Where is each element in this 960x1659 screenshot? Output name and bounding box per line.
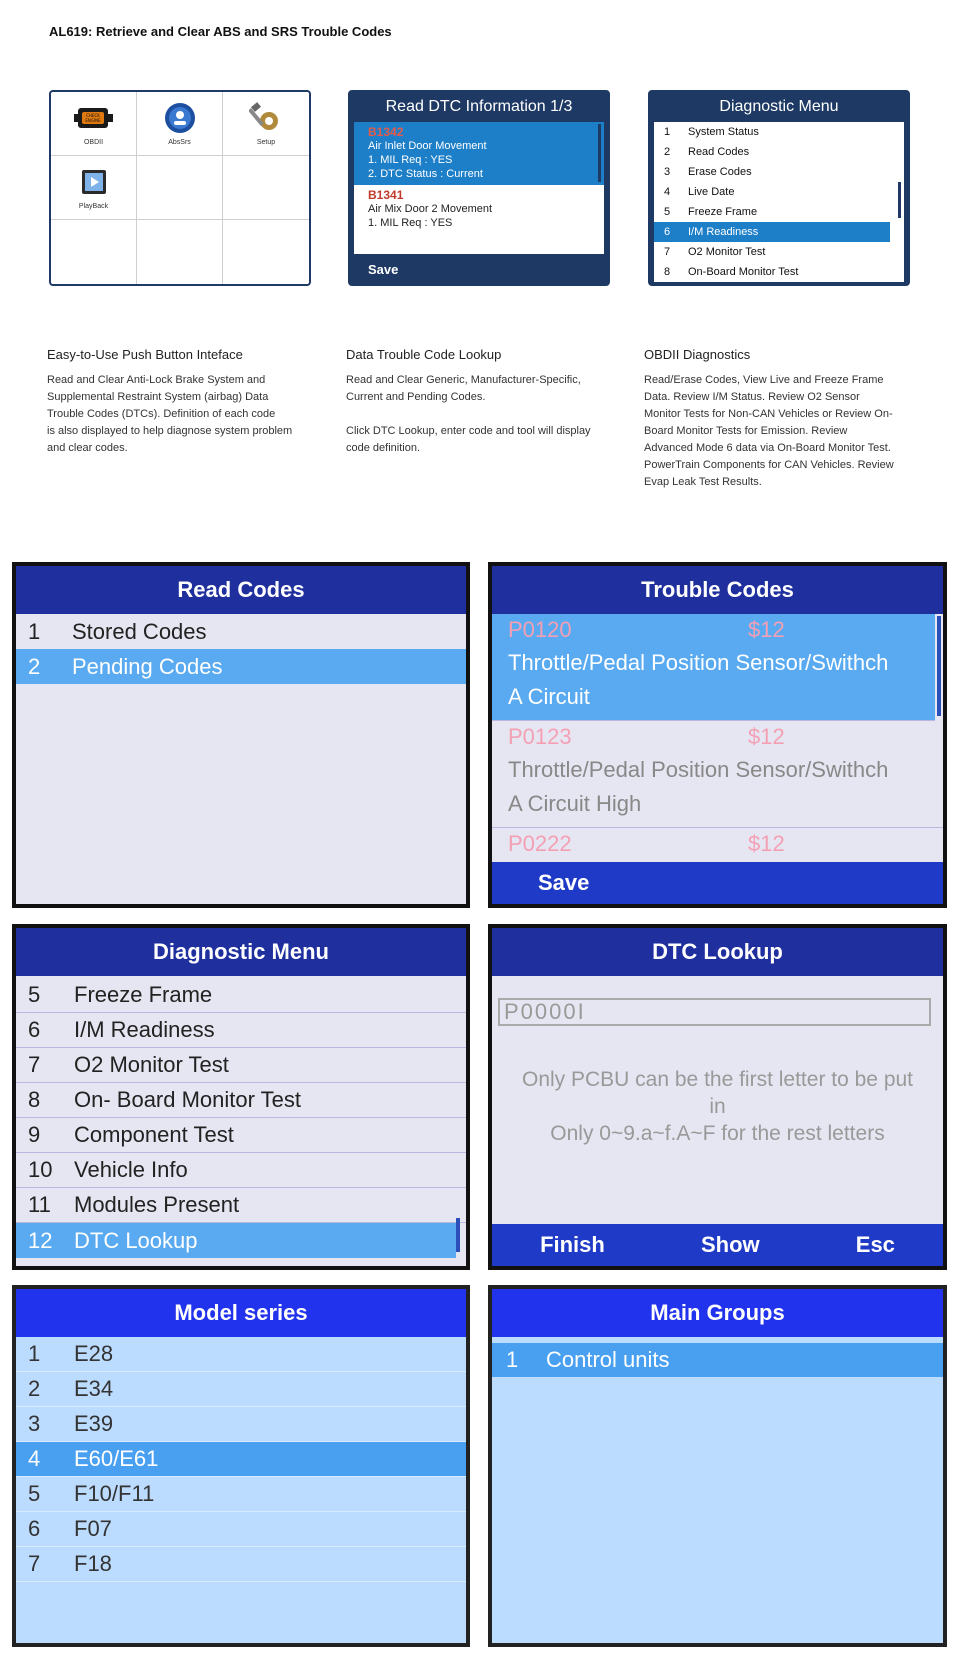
- dtc-entry[interactable]: [354, 185, 604, 234]
- save-button[interactable]: Save: [368, 261, 399, 277]
- diagnostic-menu-title: Diagnostic Menu: [650, 92, 908, 122]
- menu-item-number: 8: [28, 1087, 41, 1112]
- main-groups-screen: [488, 1285, 947, 1647]
- menu-item-im-readiness[interactable]: [16, 1013, 466, 1048]
- diagnostic-menu-screen: [12, 924, 470, 1270]
- svg-text:ENGINE: ENGINE: [84, 118, 101, 123]
- page-title: AL619: Retrieve and Clear ABS and SRS Trouble Codes: [49, 24, 392, 39]
- model-item-label: E60/E61: [74, 1446, 159, 1471]
- menu-item-on-board-monitor-test[interactable]: [16, 1083, 466, 1118]
- menu-item-label: O2 Monitor Test: [688, 246, 766, 258]
- menu-item-label: Read Codes: [688, 146, 750, 158]
- menu-item-number: 7: [28, 1052, 41, 1077]
- model-item-label: E28: [74, 1341, 114, 1366]
- screen-title: Diagnostic Menu: [16, 928, 466, 976]
- menu-item-number: 5: [664, 206, 671, 218]
- menu-item-number: 8: [664, 266, 671, 278]
- svg-text:CHECK: CHECK: [85, 113, 100, 118]
- scrollbar[interactable]: [898, 182, 901, 218]
- hint-line: Only PCBU can be the first letter to be put: [521, 1068, 914, 1091]
- model-item-number: 5: [28, 1481, 41, 1506]
- model-item[interactable]: [16, 1512, 466, 1547]
- read-dtc-title: Read DTC Information 1/3: [350, 92, 608, 122]
- menu-item-number: 3: [664, 166, 671, 178]
- trouble-code-item[interactable]: [492, 828, 943, 862]
- model-item-label: F07: [74, 1516, 112, 1541]
- diagnostic-menu-preview: [648, 90, 910, 286]
- menu-item-number: 7: [664, 246, 671, 258]
- home-tile-empty: [223, 156, 309, 220]
- feature-heading: Easy-to-Use Push Button Inteface: [47, 347, 243, 362]
- feature-text: Read and Clear Generic, Manufacturer-Specific, Current and Pending Codes. Click DTC Lookup, enter code and tool will display code definition.: [346, 374, 591, 454]
- home-tile-abssrs[interactable]: [137, 92, 223, 156]
- trouble-code-value: $12: [748, 617, 785, 642]
- menu-item-on-board-monitor-test[interactable]: [654, 262, 904, 282]
- menu-item-control-units[interactable]: [492, 1343, 943, 1377]
- menu-item-o2-monitor-test[interactable]: [654, 242, 904, 262]
- menu-item-label: Vehicle Info: [74, 1157, 188, 1182]
- menu-item-label: Live Date: [688, 186, 735, 198]
- home-tile-label: Setup: [256, 139, 276, 146]
- home-tile-empty: [137, 220, 223, 284]
- home-tile-empty: [137, 156, 223, 220]
- home-tile-label: AbsSrs: [168, 139, 191, 146]
- trouble-code-list: [492, 614, 943, 862]
- model-item-label: F18: [74, 1551, 112, 1576]
- home-tile-setup[interactable]: [223, 92, 309, 156]
- scrollbar[interactable]: [456, 1218, 460, 1252]
- menu-item-live-date[interactable]: [654, 182, 904, 202]
- engine-icon: [74, 100, 114, 136]
- menu-item-label: Freeze Frame: [688, 206, 758, 218]
- menu-item-label: On- Board Monitor Test: [74, 1087, 302, 1112]
- dtc-code: B1342: [368, 125, 404, 139]
- model-item[interactable]: [16, 1477, 466, 1512]
- footer-bar: [492, 1224, 943, 1266]
- trouble-code: P0120: [508, 617, 572, 642]
- menu-item-system-status[interactable]: [654, 122, 904, 142]
- menu-item-label: DTC Lookup: [74, 1227, 198, 1253]
- trouble-code-desc: A Circuit: [508, 684, 590, 709]
- model-item[interactable]: [16, 1547, 466, 1582]
- model-item-number: 2: [28, 1376, 41, 1401]
- screen-title: Main Groups: [492, 1289, 943, 1337]
- model-item-label: E39: [74, 1411, 114, 1436]
- menu-item-label: System Status: [688, 126, 759, 138]
- model-item-number: 6: [28, 1516, 41, 1541]
- menu-item-label: Component Test: [74, 1122, 234, 1147]
- dtc-line: Air Mix Door 2 Movement: [368, 203, 493, 215]
- menu-item-label: Freeze Frame: [74, 982, 213, 1007]
- home-tile-label: PlayBack: [78, 203, 109, 210]
- feature-obdii: [644, 347, 924, 491]
- trouble-code-item[interactable]: [492, 721, 943, 828]
- menu-item-number: 6: [664, 226, 671, 238]
- input-hint: [492, 1066, 943, 1147]
- menu-item-o2-monitor-test[interactable]: [16, 1048, 466, 1083]
- trouble-code: P0123: [508, 724, 572, 749]
- feature-text: Read/Erase Codes, View Live and Freeze Frame Data. Review I/M Status. Review O2 Sensor Monitor Tests for Non-CAN Vehicles or Review On- Board Monitor Tests for Emission. Review Advanced Mode 6 data via On-Board Monitor Test. PowerTrain Components for CAN Vehicles. Review Evap Leak Test Results.: [644, 374, 894, 488]
- trouble-code-value: $12: [748, 831, 785, 856]
- dtc-line: Air Inlet Door Movement: [368, 140, 487, 152]
- trouble-codes-screen: [488, 562, 947, 908]
- menu-item-number: 1: [664, 126, 671, 138]
- trouble-code-item[interactable]: [492, 614, 935, 721]
- hint-line: in: [709, 1095, 726, 1118]
- scrollbar[interactable]: [937, 616, 941, 716]
- menu-item-vehicle-info[interactable]: [16, 1153, 466, 1188]
- trouble-code-desc: Throttle/Pedal Position Sensor/Swithch: [508, 757, 889, 782]
- dtc-lookup-screen: [488, 924, 947, 1270]
- trouble-code-desc: Throttle/Pedal Position Sensor/Swithch: [508, 650, 889, 675]
- read-dtc-preview: [348, 90, 610, 286]
- trouble-code-value: $12: [748, 724, 785, 749]
- model-item-number: 7: [28, 1551, 41, 1576]
- menu-item-label: Modules Present: [74, 1192, 240, 1217]
- menu-item-number: 12: [28, 1227, 53, 1253]
- menu-item-number: 9: [28, 1122, 41, 1147]
- trouble-code: P0222: [508, 831, 572, 856]
- menu-item-label: Erase Codes: [688, 166, 752, 178]
- dtc-entry[interactable]: [354, 122, 604, 185]
- menu-item-number: 5: [28, 982, 41, 1007]
- menu-item-number: 2: [28, 653, 41, 679]
- dtc-code: B1341: [368, 188, 404, 202]
- model-item-label: F10/F11: [74, 1481, 155, 1506]
- feature-dtc-lookup: [346, 347, 626, 457]
- menu-item-label: Control units: [546, 1347, 670, 1372]
- home-tile-empty: [51, 220, 137, 284]
- menu-item-number: 4: [664, 186, 671, 198]
- dtc-code-input[interactable]: P0000I: [498, 998, 931, 1026]
- home-tile-label: OBDII: [83, 139, 104, 146]
- model-item-number: 3: [28, 1411, 41, 1436]
- model-series-screen: [12, 1285, 470, 1647]
- menu-item-erase-codes[interactable]: [654, 162, 904, 182]
- home-tile-obdii[interactable]: [51, 92, 137, 156]
- menu-item-number: 10: [28, 1157, 53, 1182]
- read-codes-screen: [12, 562, 470, 908]
- screen-title: Model series: [16, 1289, 466, 1337]
- model-item-number: 4: [28, 1446, 41, 1471]
- menu-item-number: 11: [28, 1192, 51, 1217]
- menu-item-number: 6: [28, 1017, 41, 1042]
- menu-item-read-codes[interactable]: [654, 142, 904, 162]
- feature-push-button: [47, 347, 327, 457]
- menu-item-label: O2 Monitor Test: [74, 1052, 229, 1077]
- model-item-label: E34: [74, 1376, 114, 1401]
- screen-title: Trouble Codes: [492, 566, 943, 614]
- scrollbar[interactable]: [598, 124, 601, 182]
- menu-item-label: On-Board Monitor Test: [688, 266, 799, 278]
- finish-button[interactable]: Finish: [540, 1232, 605, 1257]
- menu-item-number: 1: [28, 618, 41, 644]
- show-button[interactable]: Show: [700, 1232, 760, 1257]
- feature-heading: Data Trouble Code Lookup: [346, 347, 502, 362]
- model-item[interactable]: [16, 1407, 466, 1442]
- menu-item-number: 2: [664, 146, 671, 158]
- menu-item-dtc-lookup[interactable]: [16, 1223, 456, 1258]
- hint-line: Only 0~9.a~f.A~F for the rest letters: [550, 1122, 885, 1145]
- dtc-line: 1. MIL Req : YES: [368, 217, 453, 229]
- menu-item-label: I/M Readiness: [74, 1017, 215, 1042]
- dtc-line: 2. DTC Status : Current: [368, 168, 483, 180]
- home-tile-playback[interactable]: [51, 156, 137, 220]
- menu-item-im-readiness[interactable]: [654, 222, 890, 242]
- menu-item-component-test[interactable]: [16, 1118, 466, 1153]
- feature-text: Read and Clear Anti-Lock Brake System and Supplemental Restraint System (airbag) Data Trouble Codes (DTCs). Definition of each code is also displayed to help diagnose system problem and clear codes.: [47, 374, 293, 454]
- trouble-code-desc: A Circuit High: [508, 791, 642, 816]
- menu-item-freeze-frame[interactable]: [654, 202, 904, 222]
- footer-bar: [492, 862, 943, 904]
- menu-item-label: I/M Readiness: [688, 226, 759, 238]
- menu-item-stored-codes[interactable]: [16, 614, 466, 649]
- esc-button[interactable]: Esc: [855, 1232, 895, 1257]
- model-item[interactable]: [16, 1372, 466, 1407]
- feature-heading: OBDII Diagnostics: [644, 347, 751, 362]
- menu-item-modules-present[interactable]: [16, 1188, 466, 1223]
- dtc-line: 1. MIL Req : YES: [368, 154, 453, 166]
- home-tile-empty: [223, 220, 309, 284]
- menu-item-label: Stored Codes: [72, 618, 207, 644]
- setup-icon: [246, 100, 286, 136]
- menu-item-label: Pending Codes: [72, 653, 223, 679]
- model-item[interactable]: [16, 1442, 466, 1477]
- abs-srs-icon: [160, 100, 200, 136]
- menu-item-freeze-frame[interactable]: [16, 978, 466, 1013]
- screen-title: Read Codes: [16, 566, 466, 614]
- home-screen-preview: [49, 90, 311, 286]
- screen-title: DTC Lookup: [492, 928, 943, 976]
- model-item[interactable]: [16, 1337, 466, 1372]
- menu-item-number: 1: [506, 1347, 519, 1372]
- menu-item-pending-codes[interactable]: [16, 649, 466, 684]
- model-item-number: 1: [28, 1341, 41, 1366]
- playback-icon: [74, 164, 114, 200]
- save-button[interactable]: Save: [538, 870, 590, 895]
